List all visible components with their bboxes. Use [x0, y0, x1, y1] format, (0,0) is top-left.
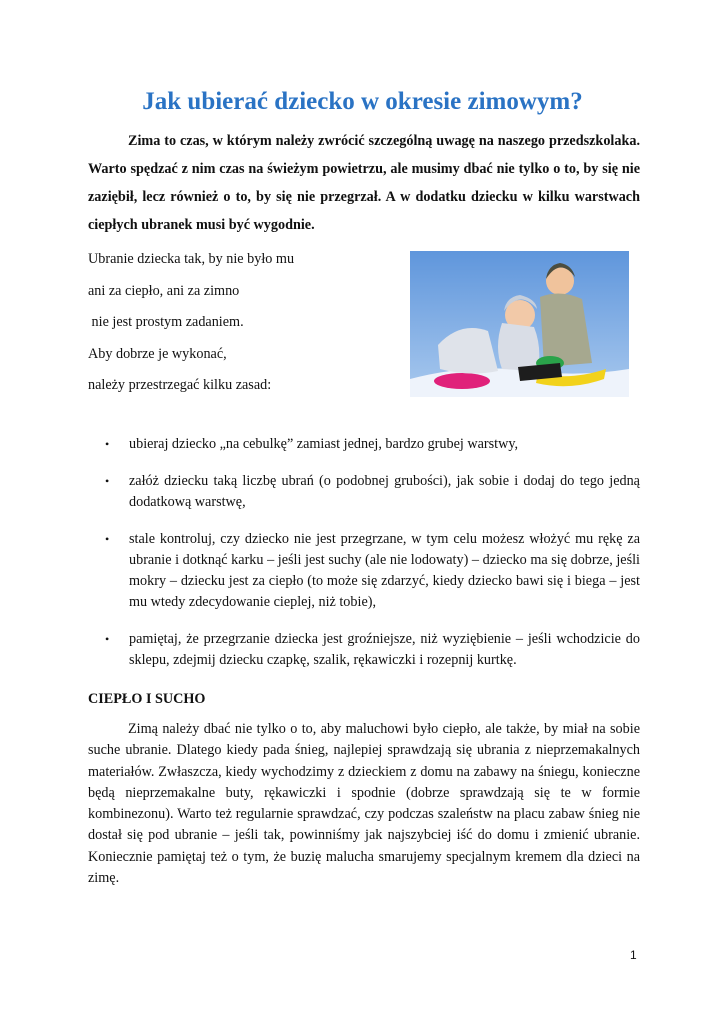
children-in-snow-photo	[410, 251, 629, 397]
page-number: 1	[630, 948, 637, 962]
bullet-icon: •	[105, 632, 110, 646]
caption-line: ani za ciepło, ani za zimno	[88, 282, 240, 299]
photo-caption-text	[88, 244, 388, 402]
bullet-icon: •	[105, 532, 110, 546]
caption-line: należy przestrzegać kilku zasad:	[88, 377, 272, 393]
list-item-text: załóż dziecku taką liczbę ubrań (o podobnej grubości), jak sobie i dodaj do tego jedną dodatkową warstwę,	[129, 473, 640, 510]
bullet-icon: •	[105, 437, 110, 451]
caption-line: Aby dobrze je wykonać,	[88, 345, 227, 362]
document-title: Jak ubierać dziecko w okresie zimowym?	[142, 88, 583, 115]
caption-line: Ubranie dziecka tak, by nie było mu	[88, 251, 295, 267]
list-item-text: pamiętaj, że przegrzanie dziecka jest groźniejsze, niż wyziębienie – jeśli wchodzicie do sklepu, zdejmij dziecku czapkę, szalik, rękawiczki i rozepnij kurtkę.	[129, 631, 640, 668]
section-heading: CIEPŁO I SUCHO	[88, 691, 206, 707]
tips-list	[88, 434, 640, 687]
list-item-text: ubieraj dziecko „na cebulkę” zamiast jednej, bardzo grubej warstwy,	[129, 436, 519, 452]
list-item	[88, 471, 640, 513]
list-item-text: stale kontroluj, czy dziecko nie jest przegrzane, w tym celu możesz włożyć mu rękę za ubranie i dotknąć karku – jeśli jest suchy (ale nie lodowaty) – dziecko ma się dobrze, jeśli mokry – dziecku jest za ciepło (to może się zdarzyć, kiedy dziecko bawi się i biega – jest mu wtedy zdecydowanie cieplej, niż tobie),	[129, 531, 640, 610]
list-item	[88, 629, 640, 671]
bullet-icon: •	[105, 474, 110, 488]
intro-paragraph: Zima to czas, w którym należy zwrócić szczególną uwagę na naszego przedszkolaka. Warto spędzać z nim czas na świeżym powietrzu, ale musimy dbać nie tylko o to, by się nie zaziębił, lecz również o to, by się nie przegrzał. A w dodatku dziecku w kilku warstwach ciepłych ubranek musi być wygodnie.	[88, 133, 640, 233]
section-paragraph: Zimą należy dbać nie tylko o to, aby maluchowi było ciepło, ale także, by miał na sobie suche ubranie. Dlatego kiedy pada śnieg, najlepiej sprawdzają się ubrania z nieprzemakalnych materiałów. Zwłaszcza, kiedy wychodzimy z dzieckiem z domu na zabawy na śniegu, konieczne będą nieprzemakalne buty, rękawiczki i spodnie (dobrze sprawdzają się te w formie kombinezonu). Warto też regularnie sprawdzać, czy podczas szaleństw na placu zabaw śnieg nie dostał się pod ubranie – jeśli tak, powinniśmy jak najszybciej iść do domu i zmienić ubranie. Koniecznie pamiętaj też o tym, że buzię malucha smarujemy specjalnym kremem dla dzieci na zimę.	[88, 721, 640, 887]
list-item	[88, 434, 640, 455]
list-item	[88, 529, 640, 613]
caption-line: nie jest prostym zadaniem.	[88, 314, 244, 330]
